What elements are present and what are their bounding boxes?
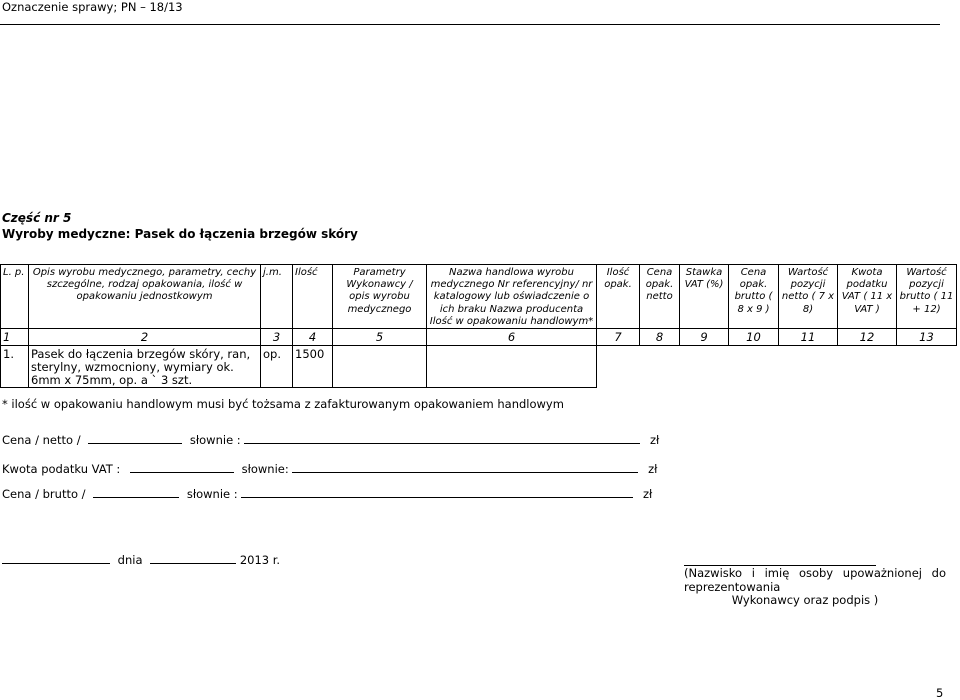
part-number: Część nr 5 [2,211,72,225]
row-description: Pasek do łączenia brzegów skóry, ran, sterylny, wzmocniony, wymiary ok. 6mm x 75mm, op. a ` 3 szt. [29,346,261,388]
table-footnote: * ilość w opakowaniu handlowym musi być tożsama z zafakturowanym opakowaniem handlowym [2,397,564,411]
signature-caption [684,567,946,608]
header-rule [0,24,940,25]
row-unit: op. [261,346,293,388]
col-header-gross-price: Cena opak. brutto ( 8 x 9 ) [729,265,779,329]
document-reference: Oznaczenie sprawy; PN – 18/13 [2,0,183,14]
gross-words-label: słownie : [186,487,238,501]
col-header-net-price: Cena opak. netto [640,265,680,329]
gross-words-field[interactable] [241,487,633,498]
vat-words-field[interactable] [292,462,638,473]
pricing-table [0,264,957,388]
row-lp: 1. [1,346,29,388]
column-number: 6 [427,329,597,346]
col-header-gross-value: Wartość pozycji brutto ( 11 + 12) [897,265,957,329]
column-number: 12 [838,329,897,346]
net-words-label: słownie : [189,433,241,447]
row-contractor-params-cell[interactable] [333,346,427,388]
table-row [1,346,957,388]
vat-amount-label: Kwota podatku VAT : [2,462,121,476]
col-header-vat-rate: Stawka VAT (%) [680,265,729,329]
col-header-vat-amount: Kwota podatku VAT ( 11 x VAT ) [838,265,897,329]
page-number: 5 [936,686,944,700]
net-currency: zł [650,433,660,447]
date-line [2,553,280,567]
col-header-net-value: Wartość pozycji netto ( 7 x 8) [779,265,838,329]
gross-price-line [2,487,652,501]
place-field[interactable] [2,553,110,564]
gross-price-label: Cena / brutto / [2,487,86,501]
vat-amount-field[interactable] [130,462,234,473]
column-number: 11 [779,329,838,346]
date-year: 2013 r. [239,553,281,567]
net-words-field[interactable] [244,433,640,444]
column-number: 7 [597,329,640,346]
column-number: 2 [29,329,261,346]
section-title: Wyroby medyczne: Pasek do łączenia brzegów skóry [2,227,358,241]
net-price-field[interactable] [88,433,182,444]
col-header-unit: j.m. [261,265,293,329]
gross-price-field[interactable] [93,487,179,498]
net-price-label: Cena / netto / [2,433,81,447]
col-header-package-count: Ilość opak. [597,265,640,329]
column-number: 9 [680,329,729,346]
column-number: 13 [897,329,957,346]
col-header-contractor-params: Parametry Wykonawcy / opis wyrobu medycznego [333,265,427,329]
column-number-row [1,329,957,346]
row-quantity: 1500 [293,346,333,388]
date-field[interactable] [150,553,236,564]
column-number: 4 [293,329,333,346]
row-trade-name-cell[interactable] [427,346,597,388]
col-header-lp: L. p. [1,265,29,329]
signature-caption-line: reprezentowania [684,579,781,594]
gross-currency: zł [642,487,653,501]
column-number: 5 [333,329,427,346]
signature-caption-line: Wykonawcy oraz podpis ) [731,593,879,607]
column-number: 1 [1,329,29,346]
net-price-line [2,433,659,447]
column-number: 10 [729,329,779,346]
col-header-trade-name: Nazwa handlowa wyrobu medycznego Nr referencyjny/ nr katalogowy lub oświadczenie o ich braku Nazwa producenta Ilość w opakowaniu handlowym* [427,265,597,329]
table-header-row [1,265,957,329]
vat-currency: zł [648,462,658,476]
col-header-quantity: Ilość [293,265,333,329]
vat-amount-line [2,462,657,476]
column-number: 3 [261,329,293,346]
col-header-description: Opis wyrobu medycznego, parametry, cechy szczególne, rodzaj opakowania, ilość w opakowaniu jednostkowym [29,265,261,329]
column-number: 8 [640,329,680,346]
date-label: dnia [117,553,143,567]
vat-words-label: słownie: [241,462,289,476]
signature-caption-line: (Nazwisko i imię osoby upoważnionej do [684,566,946,580]
